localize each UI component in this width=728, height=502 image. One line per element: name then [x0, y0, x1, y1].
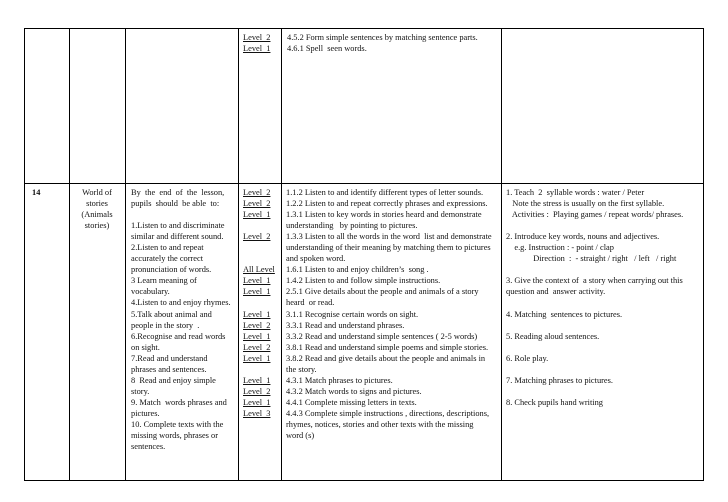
objective-line: 1.Listen to and discriminate — [131, 221, 225, 231]
activities-cell — [506, 187, 702, 408]
theme-cell — [70, 187, 124, 231]
learning-standard-line: 4.5.2 Form simple sentences by matching sentence parts. — [287, 33, 478, 42]
level-label: Level 2 — [243, 188, 271, 197]
activity-line: 3. Give the context of a story when carrying out this — [506, 276, 683, 286]
level-label: Level 2 — [243, 33, 271, 42]
objective-line: similar and different sound. — [131, 232, 224, 242]
blank-line — [243, 242, 280, 253]
column-border — [281, 28, 282, 481]
learning-standard-line: 3.8.2 Read and give details about the people and animals in — [286, 353, 486, 363]
learning-standard-line: and spoken word. — [286, 254, 346, 264]
level-label: Level 1 — [243, 44, 271, 54]
learning-standard-line: the story. — [286, 364, 317, 374]
blank-line — [506, 297, 702, 308]
learning-standards-cell — [286, 187, 500, 441]
blank-line — [506, 264, 702, 275]
blank-line — [506, 220, 702, 231]
objective-line: missing words, phrases or — [131, 431, 219, 441]
week-number: 14 — [32, 188, 41, 197]
learning-standard-line: 3.3.2 Read and understand simple sentences ( 2-5 words) — [286, 331, 478, 341]
level-label: Level 1 — [243, 397, 271, 407]
blank-line — [506, 320, 702, 331]
column-border — [24, 28, 25, 481]
learning-standard-line: 2.5.1 Give details about the people and animals of a story — [286, 287, 479, 297]
activity-line: Activities : Playing games / repeat words/ phrases. — [506, 210, 684, 220]
learning-standard-line: 4.3.1 Match phrases to pictures. — [286, 375, 393, 385]
learning-standard-line: 1.3.1 Listen to key words in stories heard and demonstrate — [286, 210, 482, 220]
level-label: Level 2 — [243, 342, 271, 352]
column-border — [238, 28, 239, 481]
objective-line: people in the story . — [131, 320, 200, 330]
activity-line: question and answer activity. — [506, 287, 606, 297]
level-label: Level 2 — [243, 199, 271, 209]
objective-line: 8 Read and enjoy simple — [131, 375, 216, 385]
learning-standard-line: 1.3.3 Listen to all the words in the word list and demonstrate — [286, 232, 492, 242]
activity-line: Direction : - straight / right / left / right — [506, 254, 677, 264]
learning-standard-line: understanding by pointing to pictures. — [286, 221, 418, 231]
theme-line: stories) — [84, 221, 110, 231]
level-label: Level 3 — [243, 408, 271, 418]
level-label: Level 1 — [243, 309, 271, 319]
activity-line: Note the stress is usually on the first syllable. — [506, 199, 665, 209]
learning-standard-line: 3.1.1 Recognise certain words on sight. — [286, 309, 419, 319]
level-label: Level 2 — [243, 232, 271, 242]
activity-line: e.g. Instruction : - point / clap — [506, 243, 614, 253]
objective-line: 3 Learn meaning of — [131, 276, 197, 286]
objective-line: on sight. — [131, 342, 160, 352]
activity-line: 6. Role play. — [506, 353, 549, 363]
objective-line: By the end of the lesson, — [131, 188, 225, 197]
level-label: Level 1 — [243, 375, 271, 385]
learning-standard-line: 1.1.2 Listen to and identify different types of letter sounds. — [286, 188, 484, 197]
objective-line: 2.Listen to and repeat — [131, 243, 204, 253]
learning-standard-line: 4.3.2 Match words to signs and pictures. — [286, 386, 422, 396]
activity-line: 7. Matching phrases to pictures. — [506, 375, 613, 385]
level-label: Level 2 — [243, 320, 271, 330]
learning-standard-line: heard or read. — [286, 298, 335, 308]
blank-line — [243, 297, 280, 308]
objective-line: accurately the correct — [131, 254, 204, 264]
objective-line: pronunciation of words. — [131, 265, 212, 275]
top-row-learning-standards — [287, 32, 499, 54]
objective-line: phrases and sentences. — [131, 364, 207, 374]
objective-line: pupils should be able to: — [131, 199, 220, 209]
learning-standard-line: 1.6.1 Listen to and enjoy children’s song . — [286, 265, 429, 275]
learning-standard-line: 1.2.2 Listen to and repeat correctly phrases and expressions. — [286, 199, 488, 209]
level-label: Level 1 — [243, 287, 271, 297]
objective-line: 5.Talk about animal and — [131, 309, 212, 319]
top-row-levels — [243, 32, 279, 54]
activity-line: 4. Matching sentences to pictures. — [506, 309, 623, 319]
learning-standard-line: 3.3.1 Read and understand phrases. — [286, 320, 405, 330]
learning-objectives-cell — [131, 187, 237, 452]
column-border — [703, 28, 704, 481]
theme-line: World of — [82, 188, 112, 197]
blank-line — [243, 253, 280, 264]
blank-line — [506, 342, 702, 353]
table-bottom-border — [24, 480, 704, 481]
objective-line: story. — [131, 386, 150, 396]
objective-line: pictures. — [131, 408, 160, 418]
activity-line: 2. Introduce key words, nouns and adjectives. — [506, 232, 660, 242]
column-border — [125, 28, 126, 481]
objective-line: 6.Recognise and read words — [131, 331, 226, 341]
level-label: Level 1 — [243, 276, 271, 286]
theme-line: stories — [86, 199, 108, 209]
blank-line — [131, 209, 237, 220]
learning-standard-line: 4.6.1 Spell seen words. — [287, 44, 367, 54]
objective-line: 7.Read and understand — [131, 353, 208, 363]
level-label: Level 1 — [243, 210, 271, 220]
table-top-border — [24, 28, 704, 29]
blank-line — [243, 220, 280, 231]
objective-line: 9. Match words phrases and — [131, 397, 227, 407]
levels-cell — [243, 187, 280, 419]
learning-standard-line: 4.4.1 Complete missing letters in texts. — [286, 397, 417, 407]
level-label: Level 2 — [243, 386, 271, 396]
column-border — [69, 28, 70, 481]
activity-line: 5. Reading aloud sentences. — [506, 331, 600, 341]
learning-standard-line: rhymes, notices, stories and other texts with the missing — [286, 419, 474, 429]
objective-line: 4.Listen to and enjoy rhymes. — [131, 298, 231, 308]
learning-standard-line: understanding of their meaning by matching them to pictures — [286, 243, 491, 253]
blank-line — [243, 364, 280, 375]
learning-standard-line: 4.4.3 Complete simple instructions , directions, descriptions, — [286, 408, 490, 418]
blank-line — [506, 386, 702, 397]
learning-standard-line: 1.4.2 Listen to and follow simple instructions. — [286, 276, 441, 286]
column-border — [501, 28, 502, 481]
theme-line: (Animals — [81, 210, 113, 220]
objective-line: 10. Complete texts with the — [131, 419, 224, 429]
objective-line: vocabulary. — [131, 287, 170, 297]
activity-line: 1. Teach 2 syllable words : water / Peter — [506, 188, 645, 197]
objective-line: sentences. — [131, 442, 166, 452]
level-label: Level 1 — [243, 353, 271, 363]
learning-standard-line: 3.8.1 Read and understand simple poems and simple stories. — [286, 342, 489, 352]
learning-standard-line: word (s) — [286, 431, 315, 441]
row-divider — [24, 183, 704, 184]
activity-line: 8. Check pupils hand writing — [506, 397, 603, 407]
level-label: Level 1 — [243, 331, 271, 341]
level-label: All Level — [243, 265, 275, 275]
blank-line — [506, 364, 702, 375]
